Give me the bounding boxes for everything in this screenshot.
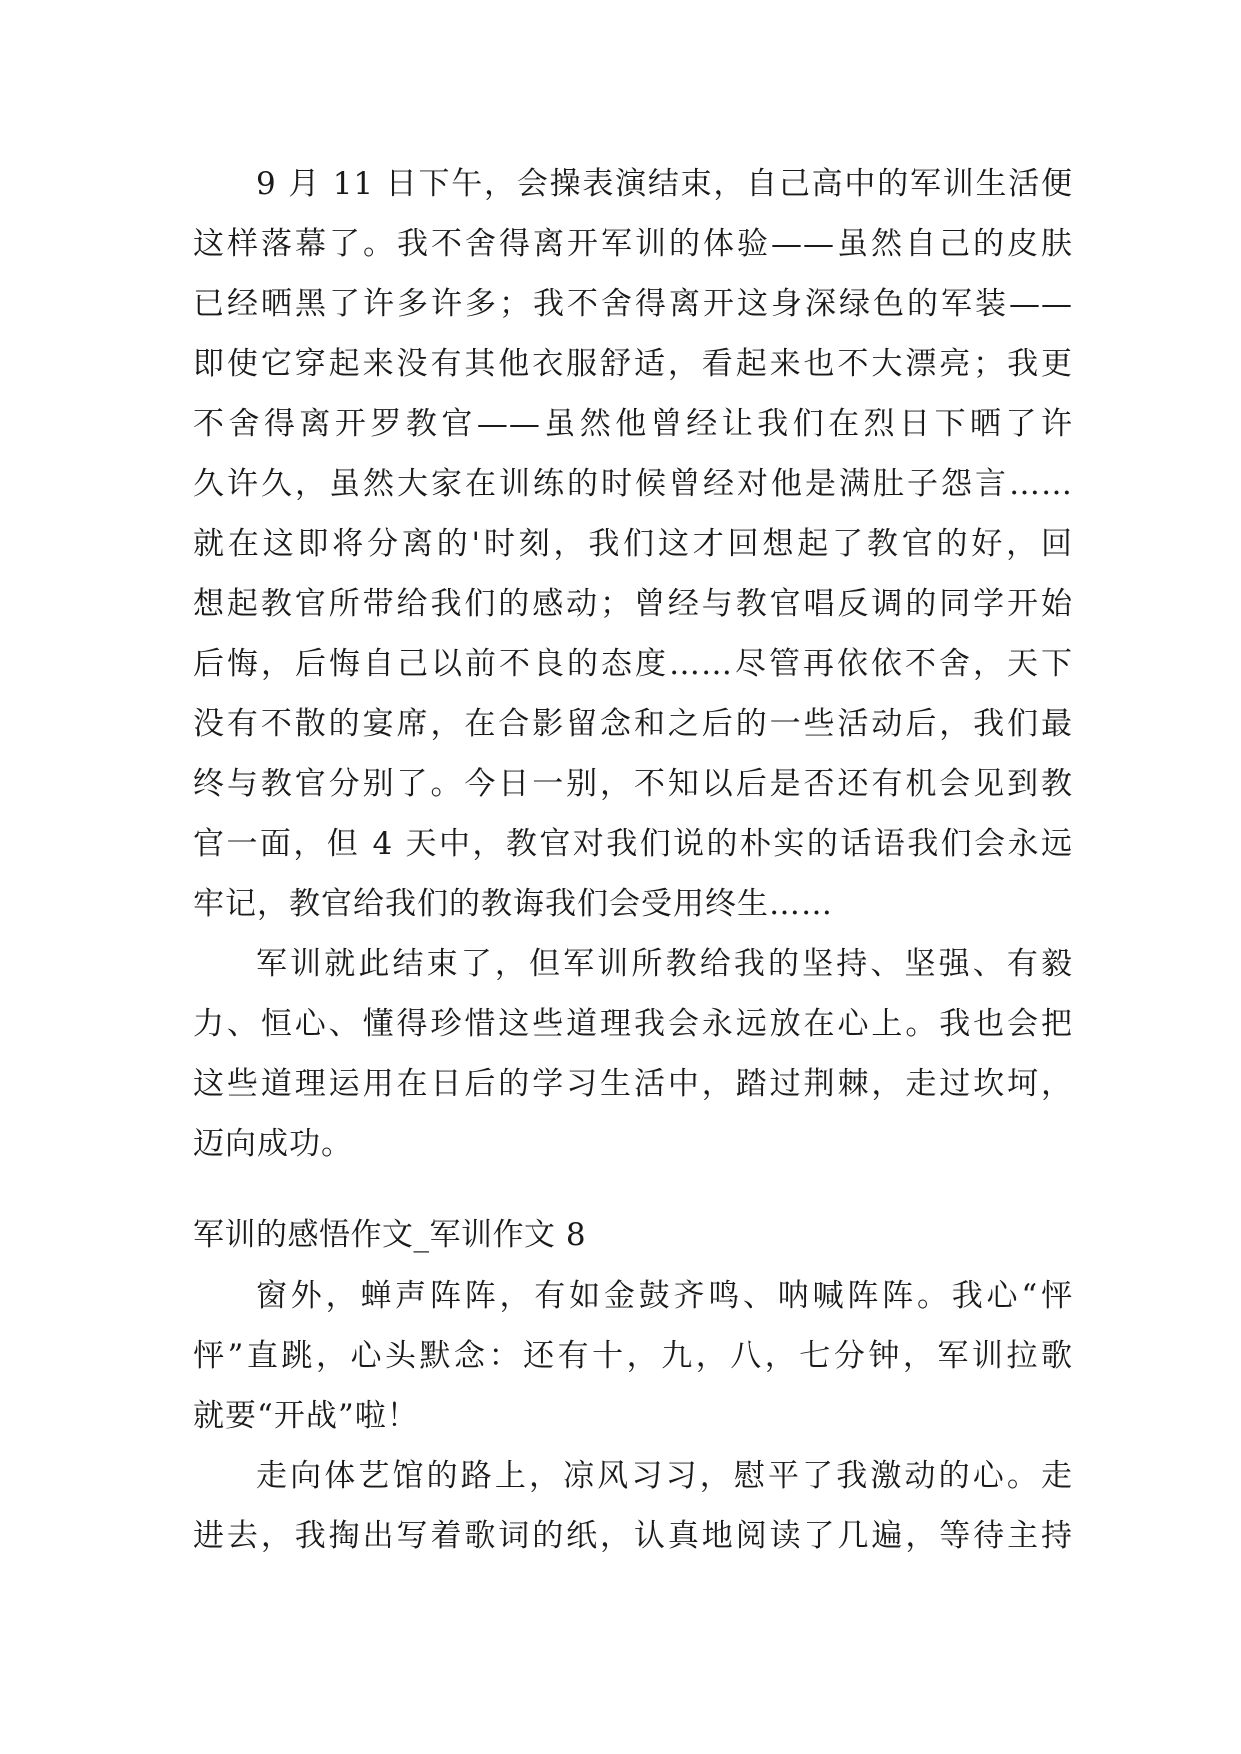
paragraph-line: 即使它穿起来没有其他衣服舒适，看起来也不大漂亮；我更 — [193, 346, 1073, 382]
paragraph-line: 不舍得离开罗教官——虽然他曾经让我们在烈日下晒了许 — [193, 406, 1073, 442]
paragraph-line: 9 月 11 日下午，会操表演结束，自己高中的军训生活便 — [256, 166, 1073, 202]
paragraph-line: 力、恒心、懂得珍惜这些道理我会永远放在心上。我也会把 — [193, 1006, 1073, 1042]
paragraph-line: 就在这即将分离的'时刻，我们这才回想起了教官的好，回 — [193, 526, 1073, 562]
paragraph-line: 窗外，蝉声阵阵，有如金鼓齐鸣、呐喊阵阵。我心“怦 — [256, 1278, 1073, 1314]
paragraph-line: 这些道理运用在日后的学习生活中，踏过荆棘，走过坎坷， — [193, 1066, 1073, 1102]
paragraph-line: 就要“开战”啦！ — [193, 1398, 419, 1434]
paragraph-line: 牢记，教官给我们的教诲我们会受用终生…… — [193, 886, 833, 922]
paragraph-line: 久许久，虽然大家在训练的时候曾经对他是满肚子怨言…… — [193, 466, 1073, 502]
paragraph-line: 已经晒黑了许多许多；我不舍得离开这身深绿色的军装—— — [193, 286, 1073, 322]
paragraph-line: 进去，我掏出写着歌词的纸，认真地阅读了几遍，等待主持 — [193, 1518, 1073, 1554]
paragraph-line: 想起教官所带给我们的感动；曾经与教官唱反调的同学开始 — [193, 586, 1073, 622]
paragraph-line: 迈向成功。 — [193, 1126, 353, 1162]
paragraph-line: 官一面，但 4 天中，教官对我们说的朴实的话语我们会永远 — [193, 826, 1073, 862]
paragraph-line: 走向体艺馆的路上，凉风习习，慰平了我激动的心。走 — [256, 1458, 1073, 1494]
paragraph-line: 终与教官分别了。今日一别，不知以后是否还有机会见到教 — [193, 766, 1073, 802]
paragraph-line: 这样落幕了。我不舍得离开军训的体验——虽然自己的皮肤 — [193, 226, 1073, 262]
paragraph-line: 怦”直跳，心头默念：还有十，九，八，七分钟，军训拉歌 — [193, 1338, 1073, 1374]
paragraph-line: 军训就此结束了，但军训所教给我的坚持、坚强、有毅 — [256, 946, 1073, 982]
section-title: 军训的感悟作文_军训作文 8 — [193, 1217, 587, 1253]
paragraph-line: 没有不散的宴席，在合影留念和之后的一些活动后，我们最 — [193, 706, 1073, 742]
paragraph-line: 后悔，后悔自己以前不良的态度……尽管再依依不舍，天下 — [193, 646, 1073, 682]
